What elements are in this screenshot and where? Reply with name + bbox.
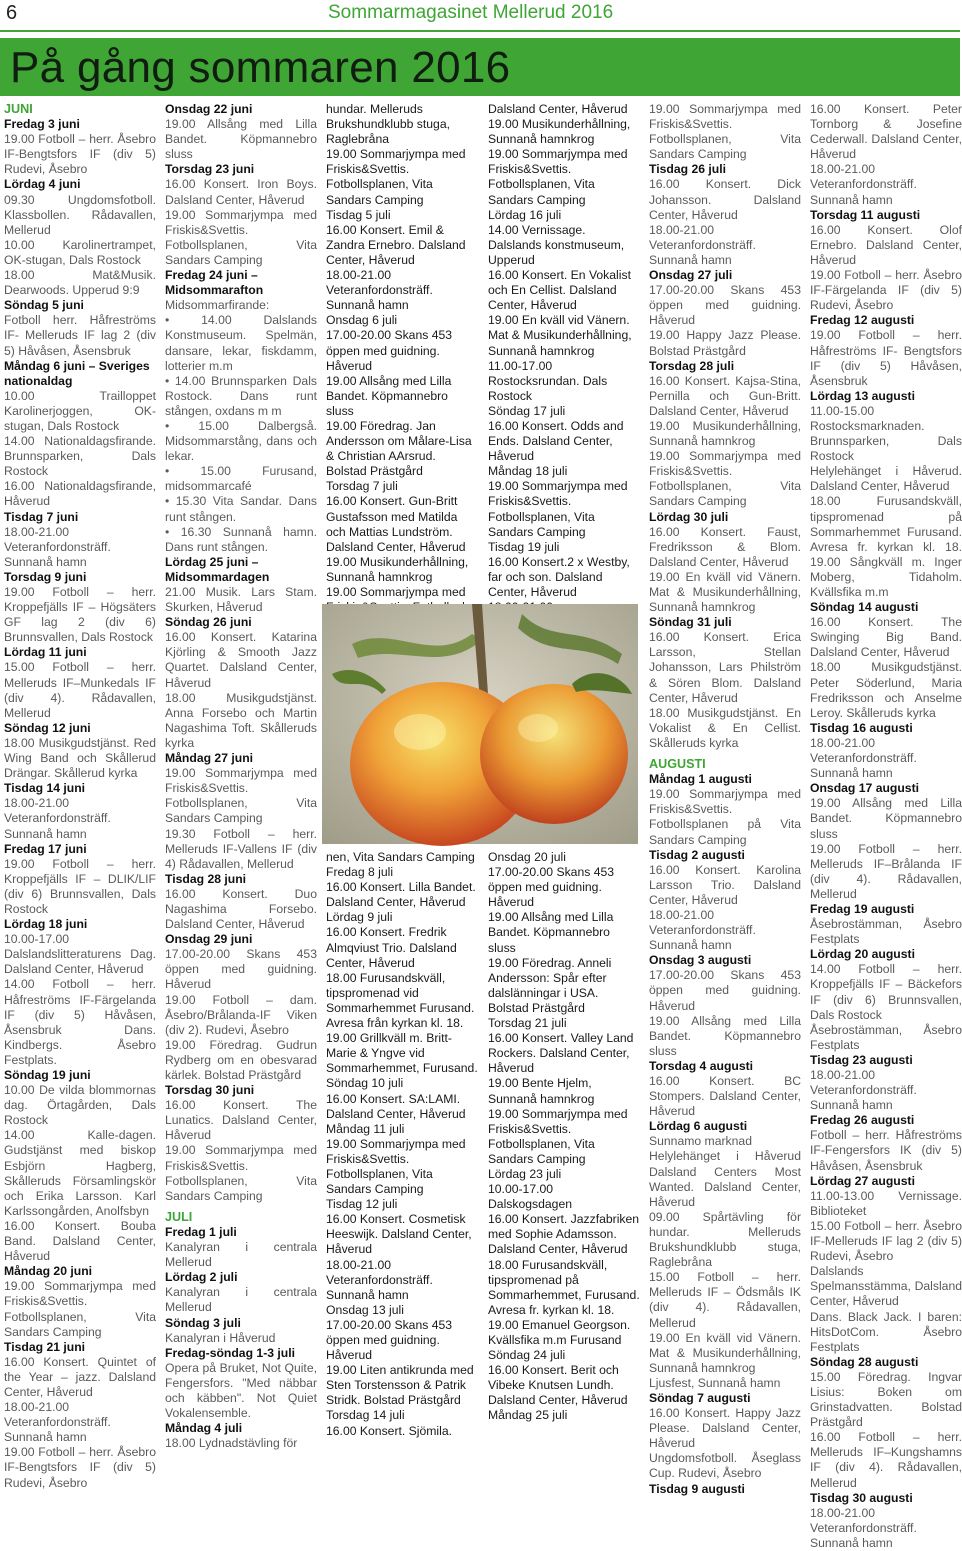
day-heading: Tisdag 5 juli [326, 207, 391, 222]
event-entry: 19.00 Fotboll – herr. Håfreströms IF- Bengtsfors IF (div 5) Håvåsen, Åsensbruk [810, 328, 962, 388]
event-entry: 14.00 Nationaldagsfirande. Brunnsparken, Dals Rostock [4, 434, 156, 479]
event-entry: Dans. Black Jack. I baren: HitsDotCom. Åsebro Festplats [810, 1309, 962, 1354]
day-heading: Lördag 27 augusti [810, 1173, 915, 1188]
day-heading: Onsdag 3 augusti [649, 953, 752, 968]
event-entry: 11.00-17.00 Rostocksrundan. Dals Rostock [488, 358, 608, 403]
day-heading: Söndag 26 juni [165, 615, 252, 630]
event-entry: 16.00 Konsert. Olof Ernebro. Dalsland Center, Håverud [810, 222, 962, 267]
event-entry: 19.00 Musikunderhållning, Sunnanå hamnkrog [649, 418, 801, 449]
day-heading: Lördag 4 juni [4, 177, 81, 192]
event-entry: 17.00-20.00 Skans 453 öppen med guidning. Håverud [488, 865, 615, 910]
day-heading: Söndag 12 juni [4, 720, 91, 735]
event-entry: 16.00 Konsert. En Vokalist och En Cellist. Dalsland Center, Håverud [488, 268, 631, 313]
event-entry: Helylehänget i Håverud Dalsland Centers Most Wanted. Dalsland Center, Håverud [649, 1149, 801, 1209]
event-entry: 16.00 Konsert. Katarina Kjörling & Smooth Jazz Quartet. Dalsland Center, Håverud [165, 630, 317, 690]
day-heading: Tisdag 2 augusti [649, 847, 745, 862]
day-heading: Tisdag 21 juni [4, 1339, 86, 1354]
headline-banner [0, 38, 960, 96]
event-entry: 19.00 Allsång med Lilla Bandet. Köpmannebro sluss [649, 1013, 801, 1058]
event-entry: Kanalyran i centrala Mellerud [165, 1240, 317, 1270]
day-heading: Fredag-söndag 1-3 juli [165, 1345, 296, 1360]
day-heading: Tisdag 23 augusti [810, 1052, 913, 1067]
magazine-title: Sommarmagasinet Mellerud 2016 [328, 2, 614, 23]
event-entry: 14.00 Fotboll – herr. Håfreströms IF-Färgelanda IF (div 5) Håvåsen, Åsensbruk Dans. Kindbergs. Åsebro Festplats. [4, 977, 156, 1067]
day-heading: Lördag 2 juli [165, 1270, 238, 1285]
event-column-6 [810, 102, 962, 1550]
event-entry: nen, Vita Sandars Camping [326, 850, 475, 864]
month-heading: AUGUSTI [649, 757, 706, 772]
event-entry: 19.00 Sommarjympa med [326, 585, 466, 599]
event-entry: 18.00-21.00 Veteranfordonsträff. Sunnanå hamn [4, 796, 111, 841]
event-entry: 16.00 Fotboll – herr. Melleruds IF–Kungshamns IF (div 4). Rådavallen, Mellerud [810, 1430, 962, 1490]
event-entry: 19.00 Sommarjympa med Friskis&Svettis. Fotbollsplanen, Vita Sandars Camping [649, 102, 801, 162]
event-column-4-bottom [488, 850, 640, 1430]
day-heading: Måndag 27 juni [165, 751, 254, 766]
event-entry: Ungdomsfotboll. Åseglass Cup. Rudevi, Åsebro [649, 1451, 801, 1481]
event-entry: Ljusfest, Sunnanå hamn [649, 1375, 781, 1390]
event-entry: 18.00-21.00 Veteranfordonsträff. Sunnanå hamn [649, 907, 756, 953]
day-heading: Onsdag 13 juli [326, 1302, 404, 1317]
event-entry: 10.00 Karolinertrampet, OK-stugan, Dals Rostock [4, 237, 156, 267]
event-entry: 16.00 Nationaldagsfirande, Håverud [4, 479, 156, 509]
day-heading: Söndag 17 juli [488, 403, 566, 418]
event-entry: 16.00 Konsert. Valley Land Rockers. Dalsland Center, Håverud [488, 1031, 634, 1076]
day-heading: Söndag 19 juni [4, 1068, 91, 1082]
event-entry: 17.00-20.00 Skans 453 öppen med guidning. Håverud [649, 283, 801, 328]
event-entry: 18.00-21.00 Veteranfordonsträff. Sunnanå hamn [326, 1257, 433, 1302]
event-entry: 14.00 Fotboll – herr. Kroppefjälls IF – Bäckefors IF (div 6) Brunnsvallen, Dals Rostock [810, 962, 962, 1022]
event-entry: 16.00 Konsert. Quintet of the Year – jazz. Dalsland Center, Håverud [4, 1354, 156, 1399]
event-entry: 19.00 Bente Hjelm, Sunnanå hamnkrog [488, 1076, 595, 1106]
event-entry: 16.00 Konsert. BC Stompers. Dalsland Center, Håverud [649, 1074, 801, 1119]
event-entry: Kanalyran i centrala Mellerud [165, 1285, 317, 1315]
event-entry: 15.00 Föredrag. Ingvar Lisius: Boken om Grinstadvatten. Bolstad Prästgård [810, 1369, 962, 1430]
month-heading: JULI [165, 1209, 193, 1224]
event-entry: 19.00 Sommarjympa med Friskis&Svettis. Fotbollsplanen, Vita Sandars Camping [165, 766, 317, 826]
event-entry: Åsebrostämman, Åsebro Festplats [810, 917, 962, 947]
event-entry: 19.00 En kväll vid Vänern. Mat & Musikunderhållning, Sunnanå hamnkrog [649, 1330, 801, 1375]
day-heading: Måndag 20 juni [4, 1264, 93, 1279]
event-entry: 16.00 Konsert. The Swinging Big Band. Dalsland Center, Håverud [810, 615, 962, 660]
day-heading: Lördag 13 augusti [810, 388, 915, 403]
day-heading: Fredag 3 juni [4, 117, 80, 132]
event-entry: 16.00 Konsert. Duo Nagashima Forsebo. Dalsland Center, Håverud [165, 886, 317, 932]
day-heading: Torsdag 28 juli [649, 358, 735, 373]
event-entry: 18.00 Musikgudstjänst. En Vokalist & En Cellist. Skålleruds kyrka [649, 705, 801, 750]
day-heading: Fredag 24 juni – Midsommarafton [165, 268, 264, 298]
event-entry: 19.00 Sommarjympa med Friskis&Svettis. Fotbollsplanen, Vita Sandars Camping [326, 147, 466, 207]
event-entry: 19.00 Sommarjympa med Friskis&Svettis. Fotbollsplanen på Vita Sandars Camping [649, 787, 801, 847]
event-entry: 19.00 Allsång med Lilla Bandet. Köpmannebro sluss [488, 910, 614, 955]
event-entry: 19.00 Sommarjympa med Friskis&Svettis. Fotbollsplanen, Vita Sandars Camping [4, 1279, 156, 1339]
event-entry: 18.00-21.00 Veteranfordonsträff. Sunnanå hamn [810, 1068, 917, 1113]
event-entry: 15.00 Fotboll – herr. Melleruds IF – Ödsmåls IK (div 4). Rådavallen, Mellerud [649, 1270, 801, 1330]
event-entry: 18.00-21.00 Veteranfordonsträff. Sunnanå hamn [810, 735, 917, 781]
day-heading: Måndag 11 juli [326, 1121, 405, 1136]
event-entry: 11.00-13.00 Vernissage. Biblioteket [810, 1188, 962, 1218]
event-entry: 16.00 Konsert. Sjömila. [326, 1423, 453, 1438]
event-entry: 18.00-21.00 Veteranfordonsträff. Sunnanå hamn [326, 268, 433, 313]
event-entry: 19.00 Allsång med Lilla Bandet. Köpmannebro sluss [810, 796, 962, 841]
event-entry: Fotboll herr. Håfreströms IF- Melleruds IF lag 2 (div 5) Håvåsen, Åsensbruk [4, 313, 156, 358]
day-heading: Måndag 18 juli [488, 464, 568, 479]
event-entry: 17.00-20.00 Skans 453 öppen med guidning. Håverud [326, 328, 453, 373]
event-entry: 19.00 En kväll vid Vänern. Mat & Musikunderhållning, Sunnanå hamnkrog [649, 569, 801, 615]
day-heading: Lördag 18 juni [4, 917, 88, 932]
month-heading: JUNI [4, 102, 33, 116]
day-heading: Lördag 30 juli [649, 509, 729, 524]
day-heading: Onsdag 20 juli [488, 850, 566, 864]
event-entry: 16.00 Konsert. Bouba Band. Dalsland Center, Håverud [4, 1218, 156, 1264]
event-entry: 19.00 Fotboll – herr. Åsebro IF-Bengtsfors IF (div 5) Rudevi, Åsebro [4, 1445, 156, 1490]
event-entry: 17.00-20.00 Skans 453 öppen med guidning. Håverud [326, 1317, 453, 1363]
event-entry: 19.00 Fotboll – herr. Kroppefjälls IF – DLIK/LIF (div 6) Brunnsvallen, Dals Rostock [4, 856, 156, 916]
event-column-3-bottom [326, 850, 478, 1438]
day-heading: Tisdag 16 augusti [810, 720, 913, 735]
day-heading: Onsdag 22 juni [165, 102, 253, 116]
day-heading: Tisdag 12 juli [326, 1197, 398, 1212]
day-heading: Söndag 7 augusti [649, 1390, 751, 1405]
event-entry: 16.00 Konsert. Dick Johansson. Dalsland Center, Håverud [649, 177, 801, 222]
event-entry: Åsebrostämman, Åsebro Festplats [810, 1022, 962, 1052]
day-heading: Onsdag 29 juni [165, 932, 253, 947]
day-heading: Torsdag 23 juni [165, 162, 255, 177]
event-entry: Dalslands Spelmansstämma, Dalsland Center, Håverud [810, 1264, 962, 1309]
event-column-5 [649, 102, 801, 1496]
day-heading: Söndag 24 juli [488, 1348, 566, 1363]
event-entry: 16.00 Konsert. Faust, Fredriksson & Blom. Dalsland Center, Håverud [649, 524, 801, 569]
event-entry: 16.00 Konsert.2 x Westby, far och son. Dalsland Center, Håverud [488, 554, 630, 599]
day-heading: Söndag 28 augusti [810, 1354, 919, 1369]
event-entry: Helylehänget i Håverud. Dalsland Center, Håverud [810, 464, 962, 494]
event-entry: Dalsland Center, Håverud [488, 102, 628, 116]
day-heading: Lördag 20 augusti [810, 947, 915, 962]
event-entry: 19.00 Musikunderhållning, Sunnanå hamnkrog [488, 117, 631, 147]
event-entry: 16.00 Konsert. Gun-Britt Gustafsson med Matilda och Mattias Lundström. Dalsland Center, Håverud [326, 494, 466, 554]
day-heading: Lördag 6 augusti [649, 1119, 748, 1134]
event-entry: 19.00 Sommarjympa med Friskis&Svettis. Fotbollsplanen, Vita Sandars Camping [165, 1143, 317, 1203]
event-entry: 21.00 Musik. Lars Stam. Skurken, Håverud [165, 585, 317, 615]
event-entry: 18.00-21.00 Veteranfordonsträff. Sunnanå hamn [810, 162, 917, 207]
event-entry: 15.00 Fotboll – herr. Åsebro IF-Melleruds IF lag 2 (div 5) Rudevi, Åsebro [810, 1218, 962, 1264]
day-heading: Torsdag 11 augusti [810, 207, 921, 222]
event-entry: 19.00 Föredrag. Anneli Andersson: Spår efter dalslänningar i USA. Bolstad Prästgård [488, 955, 612, 1015]
day-heading: Fredag 12 augusti [810, 313, 915, 328]
event-entry: 10.00-17.00 Dalslandslitteraturens Dag. Dalsland Center, Håverud [4, 932, 156, 977]
event-entry: 18.00 Mat&Musik. Dearwoods. Upperud 9:9 [4, 268, 156, 298]
event-entry: 18.00 Musikgudstjänst. Anna Forsebo och Martin Nagashima Toft. Skålleruds kyrka [165, 690, 317, 750]
day-heading: Tisdag 7 juni [4, 509, 79, 524]
day-heading: Torsdag 14 juli [326, 1408, 405, 1423]
event-entry: 19.00 Sommarjympa med Friskis&Svettis. Fotbollsplanen, Vita Sandars Camping [488, 479, 628, 539]
day-heading: Tisdag 26 juli [649, 162, 726, 177]
event-entry: 19.00 Fotboll – dam. Åsebro/Brålanda-IF Viken (div 2). Rudevi, Åsebro [165, 992, 317, 1037]
day-heading: Fredag 17 juni [4, 841, 87, 856]
event-entry: 19.00 En kväll vid Vänern. Mat & Musikunderhållning, Sunnanå hamnkrog [488, 313, 632, 358]
event-entry: 16.00 Konsert. Lilla Bandet. Dalsland Center, Håverud [326, 880, 476, 910]
event-entry: 19.30 Fotboll – herr. Melleruds IF-Vallens IF (div 4) Rådavallen, Mellerud [165, 826, 317, 871]
event-entry: hundar. Melleruds Brukshundklubb stuga, Raglebråna [326, 102, 450, 147]
day-heading: Onsdag 27 juli [649, 268, 733, 283]
event-column-2 [165, 102, 317, 1451]
day-heading: Måndag 4 juli [165, 1421, 243, 1436]
day-heading: Torsdag 4 augusti [649, 1058, 754, 1073]
event-entry: Kanalyran i Håverud [165, 1330, 276, 1345]
page-number: 6 [6, 2, 18, 24]
event-entry: Midsommarfirande: [165, 298, 270, 313]
event-entry: • 14.00 Brunnsparken Dals Rostock. Dans runt stången, oxdans m m [165, 373, 317, 418]
day-heading: Söndag 5 juni [4, 298, 84, 313]
event-entry: 19.00 Musikunderhållning, Sunnanå hamnkrog [326, 554, 469, 584]
event-entry: 10.00-17.00 Dalskogsdagen [488, 1182, 573, 1212]
event-entry: 19.00 Sommarjympa med Friskis&Svettis. Fotbollsplanen, Vita Sandars Camping [165, 207, 317, 267]
event-entry: 16.00 Konsert. The Lunatics. Dalsland Center, Håverud [165, 1098, 317, 1143]
event-entry: 16.00 Konsert. Cosmetisk Heeswijk. Dalsland Center, Håverud [326, 1212, 472, 1257]
event-entry: 18.00-21.00 Veteranfordonsträff. Sunnanå hamn [810, 1505, 917, 1550]
day-heading: Onsdag 17 augusti [810, 781, 920, 796]
event-entry: 19.00 Föredrag. Jan Andersson om Målare-Lisa & Christian AArsrud. Bolstad Prästgård [326, 418, 472, 479]
event-entry: • 15.00 Furusand, midsommarcafé [165, 464, 317, 494]
event-entry: 18.00-21.00 Veteranfordonsträff. Sunnanå hamn [4, 1400, 111, 1445]
event-entry: 19.00 Fotboll – herr. Melleruds IF–Brålanda IF (div 4). Rådavallen, Mellerud [810, 841, 962, 901]
day-heading: Tisdag 30 augusti [810, 1490, 913, 1505]
event-entry: Sunnamo marknad [649, 1134, 752, 1149]
day-heading: Torsdag 9 juni [4, 569, 87, 584]
event-entry: 19.00 Föredrag. Gudrun Rydberg om en obesvarad kärlek. Bolstad Prästgård [165, 1037, 317, 1082]
event-entry: • 15.00 Dalbergså. Midsommarstång, dans och lekar. [165, 418, 317, 464]
event-entry: 16.00 Konsert. Kajsa-Stina, Pernilla och Gun-Britt. Dalsland Center, Håverud [649, 373, 801, 418]
event-entry: 16.00 Konsert. Odds and Ends. Dalsland Center, Håverud [488, 418, 624, 464]
day-heading: Lördag 25 juni – Midsommardagen [165, 554, 270, 584]
event-entry: 19.00 Fotboll – herr. Kroppefjälls IF – Högsäters GF lag 2 (div 6) Brunnsvallen, Dals Rostock [4, 585, 156, 645]
event-entry: 16.00 Konsert. Peter Tornborg & Josefine Cederwall. Dalsland Center, Håverud [810, 102, 962, 162]
day-heading: Tisdag 28 juni [165, 871, 247, 886]
event-column-1 [4, 102, 156, 1490]
day-heading: Lördag 11 juni [4, 645, 87, 660]
event-column-4-top [488, 102, 640, 600]
event-entry: 16.00 Konsert. Karolina Larsson Trio. Dalsland Center, Håverud [649, 862, 801, 907]
day-heading: Fredag 1 juli [165, 1224, 237, 1239]
day-heading: Fredag 19 augusti [810, 901, 915, 916]
event-entry: 19.00 Happy Jazz Please. Bolstad Prästgård [649, 328, 801, 358]
event-entry: 16.00 Konsert. Happy Jazz Please. Dalsland Center, Håverud [649, 1406, 801, 1451]
day-heading: Torsdag 7 juli [326, 479, 398, 494]
event-entry: 19.00 Sommarjympa med Friskis&Svettis. Fotbollsplanen, Vita Sandars Camping [649, 449, 801, 509]
day-heading: Lördag 16 juli [488, 207, 562, 222]
day-heading: Söndag 10 juli [326, 1076, 404, 1091]
event-entry: Fotboll – herr. Håfreströms IF-Fengersfors IK (div 5) Håvåsen, Åsensbruk [810, 1128, 962, 1173]
event-entry: • 14.00 Dalslands Konstmuseum. Spelmän, dansare, lekar, fiskdamm, lotterier m.m [165, 313, 317, 373]
day-heading: Tisdag 9 augusti [649, 1481, 745, 1496]
event-entry: Opera på Bruket, Not Quite, Fengersfors. "Med näbbar och käbben". Not Quiet Vokalensemble. [165, 1360, 317, 1421]
event-entry: 19.00 Fotboll – herr. Åsebro IF-Färgelanda IF (div 5) Rudevi, Åsebro [810, 268, 962, 313]
day-heading: Tisdag 19 juli [488, 539, 560, 554]
event-entry: 09.00 Spårtävling för hundar. Melleruds Brukshundklubb stuga, Raglebråna [649, 1209, 801, 1270]
event-column-3-top [326, 102, 478, 600]
day-heading: Fredag 26 augusti [810, 1113, 915, 1128]
day-heading: Måndag 6 juni – Sveriges nationaldag [4, 358, 150, 388]
apple-photo [322, 604, 638, 844]
event-entry: 19.00 Sommarjympa med Friskis&Svettis. Fotbollsplanen, Vita Sandars Camping [488, 1106, 628, 1166]
day-heading: Söndag 3 juli [165, 1315, 241, 1330]
event-entry: 16.00 Konsert. Fredrik Almqviust Trio. Dalsland Center, Håverud [326, 925, 457, 970]
event-entry: 15.00 Fotboll – herr. Melleruds IF–Munkedals IF (div 4). Rådavallen, Mellerud [4, 660, 156, 720]
event-entry: 18.00 Furusandskväll, tipspromenad vid Sommarhemmet Furusand. Avresa från kyrkan kl. 18. 19.00 Grillkväll m. Britt-Marie & Yngve vid Sommarhemmet, Furusand. [326, 970, 478, 1076]
event-entry: 09.30 Ungdomsfotboll. Klassbollen. Rådavallen, Mellerud [4, 192, 156, 237]
event-entry: 19.00 Sommarjympa med Friskis&Svettis. Fotbollsplanen, Vita Sandars Camping [326, 1136, 466, 1197]
day-heading: Söndag 31 juli [649, 615, 732, 630]
day-heading: Tisdag 14 juni [4, 781, 86, 796]
apple-photo-illustration [322, 604, 638, 844]
event-entry: 16.00 Konsert. Jazzfabriken med Sophie Adamsson. Dalsland Center, Håverud [488, 1212, 640, 1257]
event-entry: 18.00 Lydnadstävling för [165, 1436, 298, 1451]
event-entry: 18.00 Furusandskväll, tipspromenad på Sommarhemmet Furusand. Avresa fr. kyrkan kl. 18. 19.00 Sångkväll m. Inger Moberg, Tidaholm. Kvällsfika m.m [810, 494, 962, 599]
event-entry: 19.00 Liten antikrunda med Sten Torstensson & Patrik Stridk. Bolstad Prästgård [326, 1363, 474, 1408]
header-rule [0, 30, 960, 32]
page-header [0, 0, 960, 32]
event-entry: 10.00 De vilda blommornas dag. Örtagården, Dals Rostock [4, 1083, 156, 1128]
day-heading: Onsdag 6 juli [326, 313, 398, 328]
event-entry: 18.00 Musikgudstjänst. Peter Söderlund, Maria Fredriksson och Anselme Leroy. Skålleruds kyrka [810, 660, 962, 720]
event-entry: 14.00 Kalle-dagen. Gudstjänst med biskop Esbjörn Hagberg, Skålleruds Församlingskör och Erika Larsson. Karl Karlssongården, Anolfsbyn [4, 1128, 156, 1218]
event-entry: 16.00 Konsert. Iron Boys. Dalsland Center, Håverud [165, 177, 317, 207]
event-entry: 16.00 Konsert. SA:LAMI. Dalsland Center, Håverud [326, 1091, 466, 1121]
day-heading: Fredag 8 juli [326, 865, 394, 880]
event-entry: 17.00-20.00 Skans 453 öppen med guidning. Håverud [649, 968, 801, 1013]
event-entry: 19.00 Allsång med Lilla Bandet. Köpmannebro sluss [165, 117, 317, 162]
event-entry: 19.00 Fotboll – herr. Åsebro IF-Bengtsfors IF (div 5) Rudevi, Åsebro [4, 132, 156, 177]
day-heading: Måndag 1 augusti [649, 772, 752, 787]
event-entry: 18.00-21.00 Veteranfordonsträff. Sunnanå hamn [649, 222, 756, 267]
day-heading: Söndag 14 augusti [810, 600, 919, 615]
day-heading: Torsdag 30 juni [165, 1083, 255, 1098]
event-entry: 19.00 Allsång med Lilla Bandet. Köpmannebro sluss [326, 373, 452, 418]
day-heading: Lördag 9 juli [326, 910, 393, 925]
page-headline: På gång sommaren 2016 [10, 43, 511, 92]
day-heading: Torsdag 21 juli [488, 1016, 567, 1031]
day-heading: Lördag 23 juli [488, 1166, 562, 1181]
event-entry: 19.00 Sommarjympa med Friskis&Svettis. Fotbollsplanen, Vita Sandars Camping [488, 147, 628, 207]
event-entry: 16.00 Konsert. Emil & Zandra Ernebro. Dalsland Center, Håverud [326, 222, 466, 267]
event-entry: 18.00-21.00 Veteranfordonsträff. Sunnanå hamn [4, 524, 111, 569]
event-entry: 10.00 Trailloppet Karolinerjoggen, OK-stugan, Dals Rostock [4, 388, 156, 433]
event-entry: 11.00-15.00 Rostocksmarknaden. Brunnsparken, Dals Rostock [810, 403, 962, 464]
event-entry: 16.00 Konsert. Erica Larsson, Stellan Johansson, Lars Philström & Sören Blom. Dalsland Center, Håverud [649, 630, 801, 705]
event-entry: 17.00-20.00 Skans 453 öppen med guidning. Håverud [165, 947, 317, 992]
event-entry: • 16.30 Sunnanå hamn. Dans runt stången. [165, 524, 317, 554]
event-entry: 18.00 Musikgudstjänst. Red Wing Band och Skållerud Drängar. Skållerud kyrka [4, 735, 156, 781]
event-entry: 14.00 Vernissage. Dalslands konstmuseum, Upperud [488, 222, 625, 267]
event-entry: • 15.30 Vita Sandar. Dans runt stången. [165, 494, 317, 524]
event-entry: 18.00 Furusandskväll, tipspromenad på Sommarhemmet, Furusand. Avresa fr. kyrkan kl. 18. 19.00 Emanuel Georgson. Kvällsfika m.m Furusand [488, 1257, 640, 1347]
day-heading: Måndag 25 juli [488, 1408, 568, 1423]
event-entry: 16.00 Konsert. Berit och Vibeke Knutsen Lundh. Dalsland Center, Håverud [488, 1363, 628, 1408]
